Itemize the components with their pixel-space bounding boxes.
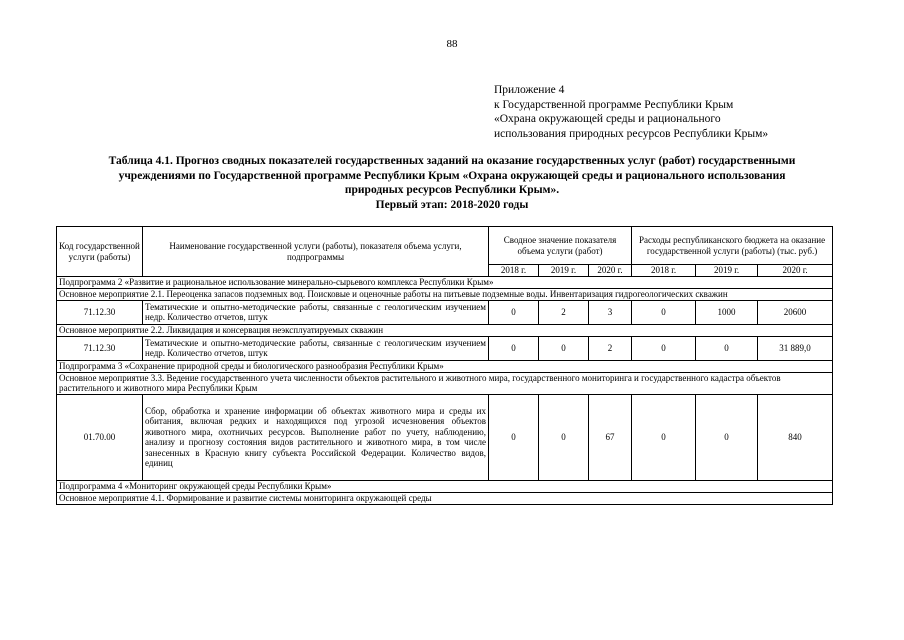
value-cell: 0: [489, 336, 539, 360]
header-name: Наименование государственной услуги (работы), показателя объема услуги, подпрограммы: [143, 227, 489, 277]
value-cell: 0: [632, 300, 696, 324]
year-header: 2019 г.: [696, 265, 758, 277]
measure-row: [57, 372, 833, 394]
measure-title: Основное мероприятие 3.3. Ведение государственного учета численности объектов растительного и животного мира, государственного мониторинга и государственного кадастра объектов растительного и животного мира Республики Крым: [57, 372, 833, 394]
value-cell: 2: [589, 336, 632, 360]
value-cell: 0: [632, 394, 696, 480]
measure-title: Основное мероприятие 4.1. Формирование и развитие системы мониторинга окружающей среды: [57, 492, 833, 504]
subprogram-title: Подпрограмма 2 «Развитие и рациональное использование минерально-сырьевого комплекса Республики Крым»: [57, 277, 833, 289]
value-cell: 0: [489, 300, 539, 324]
appendix-line: «Охрана окружающей среды и рационального: [494, 113, 721, 125]
title-line: природных ресурсов Республики Крым».: [344, 184, 560, 196]
measure-row: [57, 492, 833, 504]
year-header: 2018 г.: [489, 265, 539, 277]
service-name: Тематические и опытно-методические работы, связанные с геологическим изучением недр. Количество отчетов, штук: [143, 336, 489, 360]
value-cell: 67: [589, 394, 632, 480]
service-code: 01.70.00: [57, 394, 143, 480]
table-title: [56, 154, 848, 212]
header-code: Код государственной услуги (работы): [57, 227, 143, 277]
page-number: 88: [446, 38, 458, 50]
value-cell: 20600: [758, 300, 833, 324]
service-name: Сбор, обработка и хранение информации об объектах животного мира и среды их обитания, включая редких и находящихся под угрозой исчезновения объектов животного мира, охотничьих ресурсов. Выполнение работ по учету, наблюдению, анализу и прогнозу состояния видов растительного и животного мира, в том числе занесенных в Красную книгу субъекта Российской Федерации. Количество видов, единиц: [143, 394, 489, 480]
subprogram-title: Подпрограмма 3 «Сохранение природной среды и биологического разнообразия Республики Крым»: [57, 360, 833, 372]
table-row: [57, 300, 833, 324]
header-budget: Расходы республиканского бюджета на оказание государственной услуги (работы) (тыс. руб.): [632, 227, 833, 265]
title-line: Таблица 4.1. Прогноз сводных показателей государственных заданий на оказание государственных услуг (работ) государственными: [108, 155, 796, 167]
header-row: [57, 227, 833, 265]
value-cell: 31 889,0: [758, 336, 833, 360]
measure-row: [57, 324, 833, 336]
service-code: 71.12.30: [57, 300, 143, 324]
year-header: 2020 г.: [589, 265, 632, 277]
subprogram-row: [57, 277, 833, 289]
year-header: 2018 г.: [632, 265, 696, 277]
value-cell: 0: [632, 336, 696, 360]
service-code: 71.12.30: [57, 336, 143, 360]
table-row: [57, 394, 833, 480]
header-indicator: Сводное значение показателя объема услуги (работ): [489, 227, 632, 265]
value-cell: 0: [696, 394, 758, 480]
value-cell: 1000: [696, 300, 758, 324]
measure-title: Основное мероприятие 2.1. Переоценка запасов подземных вод. Поисковые и оценочные работы на питьевые подземные воды. Инвентаризация гидрогеологических скважин: [57, 289, 833, 301]
value-cell: 0: [696, 336, 758, 360]
service-name: Тематические и опытно-методические работы, связанные с геологическим изучением недр. Количество отчетов, штук: [143, 300, 489, 324]
year-header: 2020 г.: [758, 265, 833, 277]
appendix-line: использования природных ресурсов Республики Крым»: [494, 127, 769, 140]
value-cell: 2: [539, 300, 589, 324]
appendix-line: к Государственной программе Республики Крым: [494, 98, 734, 111]
subprogram-row: [57, 480, 833, 492]
title-line: учреждениями по Государственной программе Республики Крым «Охрана окружающей среды и рационального использования: [118, 169, 786, 182]
forecast-table: [56, 226, 833, 505]
value-cell: 3: [589, 300, 632, 324]
year-header: 2019 г.: [539, 265, 589, 277]
appendix-line: Приложение 4: [494, 84, 565, 96]
value-cell: 0: [539, 394, 589, 480]
appendix-note: [494, 83, 874, 141]
value-cell: 840: [758, 394, 833, 480]
subprogram-row: [57, 360, 833, 372]
table-row: [57, 336, 833, 360]
value-cell: 0: [539, 336, 589, 360]
value-cell: 0: [489, 394, 539, 480]
subprogram-title: Подпрограмма 4 «Мониторинг окружающей среды Республики Крым»: [57, 480, 833, 492]
title-line: Первый этап: 2018-2020 годы: [375, 198, 529, 211]
measure-title: Основное мероприятие 2.2. Ликвидация и консервация неэксплуатируемых скважин: [57, 324, 833, 336]
measure-row: [57, 289, 833, 301]
